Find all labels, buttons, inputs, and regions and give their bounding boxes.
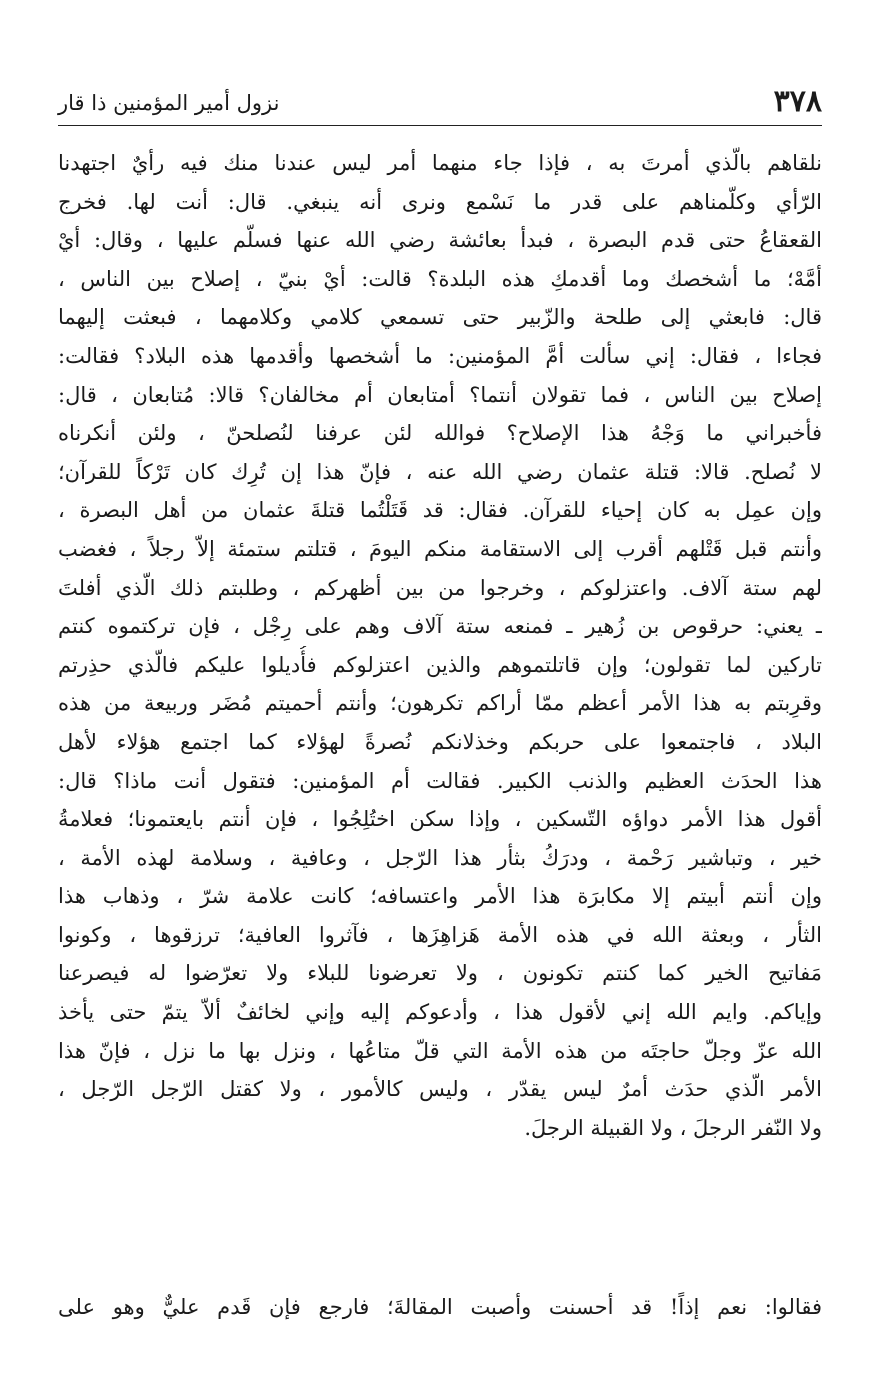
text-line: فجاءا ، فقال: إني سألت أمَّ المؤمنين: ما أشخصها وأقدمها هذه البلاد؟ فقالت: <box>58 343 822 368</box>
text-line: خير ، وتباشير رَحْمة ، ودرَكُ بثأر هذا الرّجل ، وعافية ، وسلامة لهذه الأمة ، <box>58 845 822 870</box>
text-line: وإن أنتم أبيتم إلا مكابرَة هذا الأمر واعتسافه؛ كانت علامة شرّ ، وذهاب هذا <box>58 884 822 909</box>
text-line: الرّأي وكلّمناهم على قدر ما نَسْمع ونرى أنه ينبغي. قال: أنت لها. فخرج <box>58 189 822 214</box>
text-line: ـ يعني: حرقوص بن زُهير ـ فمنعه ستة آلاف وهم على رِجْل ، فإن تركتموه كنتم <box>58 614 822 639</box>
text-line: مَفاتيح الخير كما كنتم تكونون ، ولا تعرضونا للبلاء ولا تعرّضوا له فيصرعنا <box>58 961 822 986</box>
page-number: ٣٧٨ <box>773 84 822 119</box>
text-line: وقرِبتم به هذا الأمر أعظم ممّا أراكم تكرهون؛ وأنتم أحميتم مُضَر وربيعة من هذه <box>58 691 822 716</box>
text-line: إصلاح بين الناس ، فما تقولان أنتما؟ أمتابعان أم مخالفان؟ قالا: مُتابعان ، قال: <box>58 382 822 407</box>
running-title: نزول أمير المؤمنين ذا قار <box>58 91 280 115</box>
text-line: وإياكم. وايم الله إني لأقول هذا ، وأدعوكم إليه وإني لخائفٌ ألاّ يتمّ حتى يأخذ <box>58 1000 822 1025</box>
text-line: فأخبراني ما وَجْهُ هذا الإصلاح؟ فوالله لئن عرفنا لنُصلحنّ ، ولئن أنكرناه <box>58 421 822 446</box>
header-rule <box>58 125 822 126</box>
following-paragraph <box>58 1288 822 1327</box>
text-line: لهم ستة آلاف. واعتزلوكم ، وخرجوا من بين أظهركم ، وطلبتم ذلك الّذي أفلتَ <box>58 575 822 600</box>
text-line: الأمر الّذي حدَث أمرٌ ليس يقدّر ، وليس كالأمور ، ولا كقتل الرّجل الرّجل ، <box>58 1077 822 1102</box>
text-line: هذا الحدَث العظيم والذنب الكبير. فقالت أم المؤمنين: فتقول أنت ماذا؟ قال: <box>58 768 822 793</box>
text-line: وأنتم قبل قَتْلهم أقرب إلى الاستقامة منكم اليومَ ، قتلتم ستمئة إلاّ رجلاً ، فغضب <box>58 536 822 561</box>
text-line: أقول هذا الأمر دواؤه التّسكين ، وإذا سكن اختُلِجُوا ، فإن أنتم بايعتمونا؛ فعلامةُ <box>58 807 822 832</box>
text-line: قال: فابعثي إلى طلحة والزّبير حتى تسمعي كلامي وكلامهما ، فبعثت إليهما <box>58 305 822 330</box>
text-line: الله عزّ وجلّ حاجتَه من هذه الأمة التي قلّ متاعُها ، ونزل بها ما نزل ، فإنّ هذا <box>58 1038 822 1063</box>
text-line: وإن عمِل به كان إحياء للقرآن. فقال: قد قَتَلْتُما قتلةَ عثمان من أهل البصرة ، <box>58 498 822 523</box>
text-line: القعقاعُ حتى قدم البصرة ، فبدأ بعائشة رضي الله عنها فسلّم عليها ، وقال: أيْ <box>58 228 822 253</box>
text-line: البلاد ، فاجتمعوا على حربكم وخذلانكم نُصرةً لهؤلاء كما اجتمع هؤلاء لأهل <box>58 729 822 754</box>
text-line: فقالوا: نعم إذاً! قد أحسنت وأصبت المقالةَ؛ فارجع فإن قَدم عليٌّ وهو على <box>58 1295 822 1319</box>
main-paragraph <box>58 144 822 1147</box>
text-line: نلقاهم بالّذي أمرتَ به ، فإذا جاء منهما أمر ليس عندنا منك فيه رأيٌ اجتهدنا <box>58 151 822 175</box>
text-line: أمَّهْ؛ ما أشخصك وما أقدمكِ هذه البلدة؟ قالت: أيْ بنيّ ، إصلاح بين الناس ، <box>58 266 822 291</box>
page-header <box>58 84 822 126</box>
text-line: تاركين لما تقولون؛ وإن قاتلتموهم والذين اعتزلوكم فأُديلوا عليكم فالّذي حذِرتم <box>58 652 822 677</box>
text-line: لا نُصلح. قالا: قتلة عثمان رضي الله عنه ، فإنّ هذا إن تُرِك كان تَرْكاً للقرآن؛ <box>58 459 822 484</box>
text-line: ولا النّفر الرجلَ ، ولا القبيلة الرجلَ. <box>524 1115 822 1140</box>
text-line: الثأر ، وبعثة الله في هذه الأمة هَزاهِزَها ، فآثروا العافية؛ ترزقوها ، وكونوا <box>58 922 822 947</box>
